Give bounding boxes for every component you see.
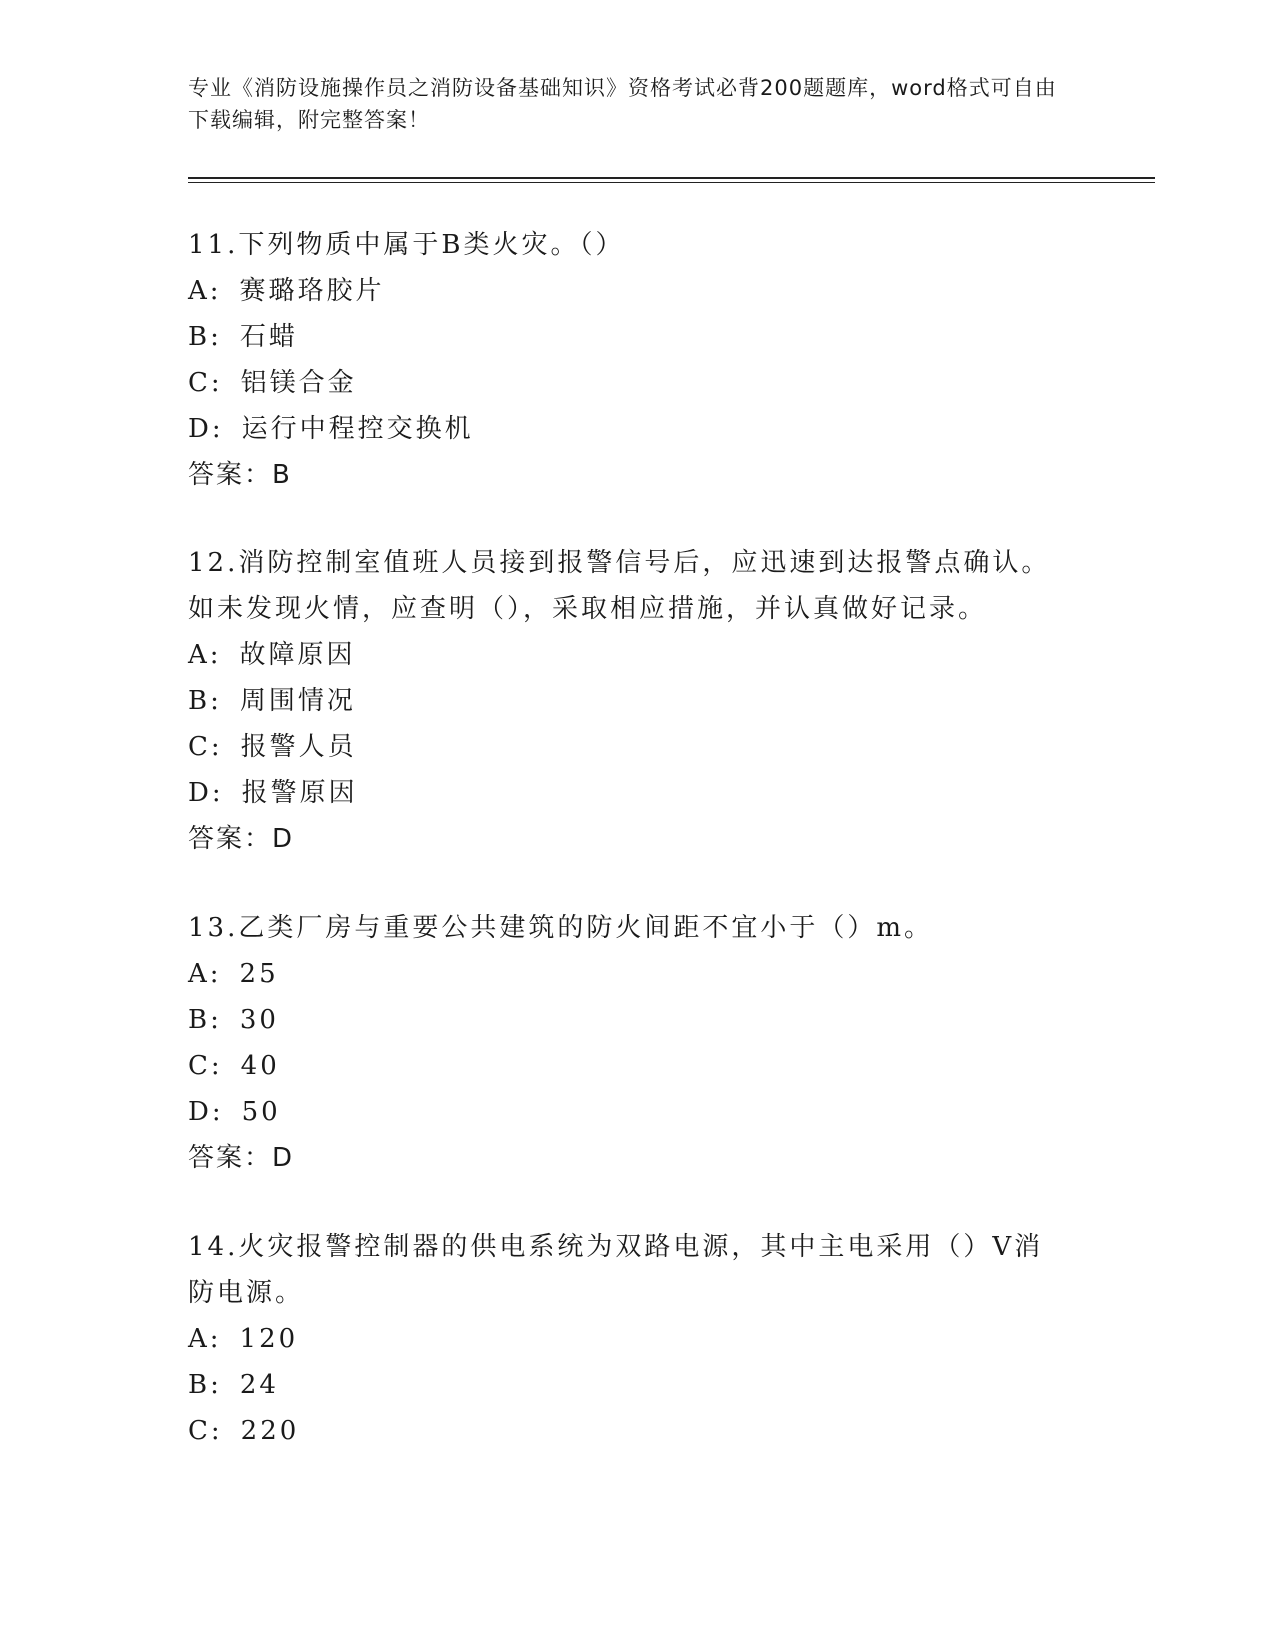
option-c [188, 724, 1068, 770]
option-text: 石蜡 [239, 322, 298, 352]
option-a [188, 632, 1068, 678]
option-a [188, 1316, 1068, 1362]
option-d [188, 1089, 1088, 1135]
option-key: A: [188, 1324, 222, 1354]
option-key: C: [188, 1416, 223, 1446]
option-text: 赛璐珞胶片 [239, 276, 385, 306]
option-a [188, 951, 1088, 997]
option-d [188, 770, 1068, 816]
question-13 [188, 905, 1088, 1181]
option-key: B: [188, 1005, 222, 1035]
option-key: A: [188, 276, 222, 306]
question-11 [188, 222, 1088, 498]
option-b [188, 314, 1088, 360]
option-key: A: [188, 640, 222, 670]
header-divider [188, 177, 1155, 183]
answer-line: 答案：B [188, 460, 292, 490]
option-key: A: [188, 959, 222, 989]
option-a [188, 268, 1088, 314]
question-12 [188, 540, 1068, 862]
option-text: 铝镁合金 [240, 368, 357, 398]
option-key: C: [188, 732, 223, 762]
option-text: 24 [239, 1370, 279, 1400]
option-key: C: [188, 368, 223, 398]
option-key: D: [188, 778, 224, 808]
option-key: B: [188, 322, 222, 352]
option-text: 故障原因 [239, 640, 356, 670]
document-header: 专业《消防设施操作员之消防设备基础知识》资格考试必背200题题库，word格式可自由下载编辑，附完整答案！ [188, 76, 1057, 132]
option-b [188, 1362, 1068, 1408]
answer-line: 答案：D [188, 824, 295, 854]
question-stem: 14.火灾报警控制器的供电系统为双路电源，其中主电采用（）V消防电源。 [188, 1232, 1044, 1308]
option-text: 报警人员 [240, 732, 357, 762]
option-c [188, 1043, 1088, 1089]
option-key: B: [188, 1370, 222, 1400]
option-text: 运行中程控交换机 [241, 414, 474, 444]
option-text: 30 [239, 1005, 279, 1035]
option-text: 120 [239, 1324, 299, 1354]
option-c [188, 1408, 1068, 1454]
question-14 [188, 1224, 1068, 1454]
question-stem: 13.乙类厂房与重要公共建筑的防火间距不宜小于（）m。 [188, 913, 934, 943]
option-text: 周围情况 [239, 686, 356, 716]
question-stem: 12.消防控制室值班人员接到报警信号后，应迅速到达报警点确认。如未发现火情，应查明（），采取相应措施，并认真做好记录。 [188, 548, 1051, 624]
question-stem: 11.下列物质中属于B类火灾。（） [188, 230, 625, 260]
option-text: 25 [239, 959, 279, 989]
option-d [188, 406, 1088, 452]
option-text: 40 [240, 1051, 280, 1081]
option-b [188, 678, 1068, 724]
option-key: B: [188, 686, 222, 716]
option-text: 报警原因 [241, 778, 358, 808]
option-text: 50 [241, 1097, 281, 1127]
option-key: D: [188, 1097, 224, 1127]
answer-line: 答案：D [188, 1143, 295, 1173]
option-c [188, 360, 1088, 406]
option-key: C: [188, 1051, 223, 1081]
option-b [188, 997, 1088, 1043]
option-key: D: [188, 414, 224, 444]
option-text: 220 [240, 1416, 300, 1446]
